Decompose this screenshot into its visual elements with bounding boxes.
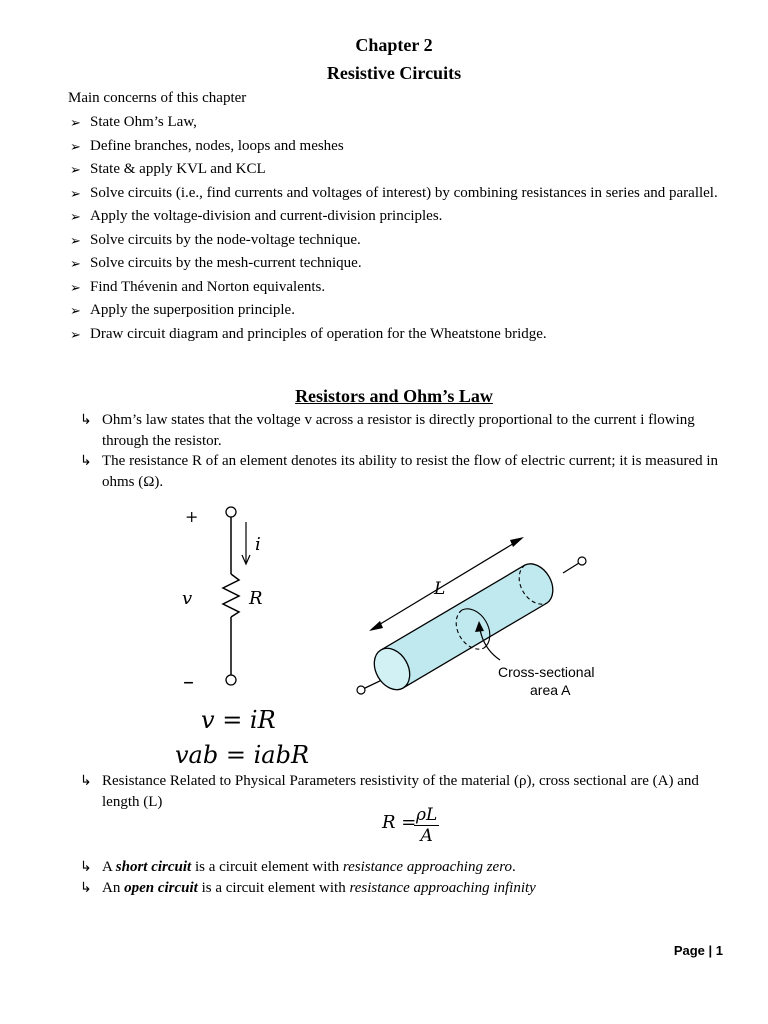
arrow-bullet-icon: ➢ <box>70 326 81 342</box>
chapter-title: Resistive Circuits <box>326 63 462 83</box>
ohms-law-equation: v = iR <box>201 706 276 734</box>
list-item: ↳ Resistance Related to Physical Parameters resistivity of the material (ρ), cross sectional are (A) and length (L) <box>80 773 699 810</box>
list-item: ➢ Solve circuits by the node-voltage technique. <box>68 229 718 253</box>
arrow-bullet-icon: ➢ <box>70 162 81 177</box>
section-heading: Resistors and Ohm’s Law <box>295 386 493 406</box>
circuit-definitions <box>80 857 720 898</box>
voltage-label: v <box>182 588 193 609</box>
list-item: ↳ A short circuit is a circuit element with resistance approaching zero. <box>80 857 720 878</box>
formula-lhs: R = <box>382 812 417 833</box>
chapter-number: Chapter 2 <box>355 35 433 55</box>
page-number: Page | 1 <box>673 943 723 958</box>
hook-bullet-icon: ↳ <box>80 773 92 789</box>
resistance-formula <box>414 805 439 846</box>
formula-denominator: A <box>420 826 433 846</box>
current-label: i <box>255 534 261 555</box>
area-label: area A <box>530 682 571 698</box>
resistance-label: R <box>249 588 263 609</box>
hook-bullet-icon: ↳ <box>80 412 92 428</box>
list-item: ➢ State Ohm’s Law, <box>68 111 718 135</box>
list-item: ➢ Apply the superposition principle. <box>68 299 718 323</box>
arrow-bullet-icon: ➢ <box>70 232 81 248</box>
arrow-bullet-icon: ➢ <box>70 115 81 130</box>
arrow-bullet-icon: ➢ <box>70 279 81 295</box>
list-item: ➢ Define branches, nodes, loops and meshes <box>68 135 718 159</box>
intro-text: Main concerns of this chapter <box>68 90 247 106</box>
ohms-law-equation-ab: vab = iabR <box>175 741 310 769</box>
list-item: ➢ Draw circuit diagram and principles of operation for the Wheatstone bridge. <box>68 323 718 347</box>
hook-bullet-icon: ↳ <box>80 879 92 896</box>
physical-parameters-point <box>80 771 720 812</box>
list-item: ↳ The resistance R of an element denotes its ability to resist the flow of electric current; it is measured in ohms (Ω). <box>80 453 719 490</box>
list-item: ➢ State & apply KVL and KCL <box>68 158 718 182</box>
current-arrow-icon <box>242 522 250 564</box>
arrow-bullet-icon: ➢ <box>70 185 81 201</box>
arrow-bullet-icon: ➢ <box>70 303 81 318</box>
resistor-symbol <box>223 507 239 685</box>
list-item: ➢ Apply the voltage-division and current-division principles. <box>68 205 718 229</box>
minus-sign: – <box>183 670 194 695</box>
list-item: ↳ Ohm’s law states that the voltage v across a resistor is directly proportional to the current i flowing through the resistor. <box>80 412 695 449</box>
list-item: ↳ An open circuit is a circuit element with resistance approaching infinity <box>80 878 720 899</box>
formula-numerator: ρL <box>416 805 438 825</box>
list-item: ➢ Solve circuits (i.e., find currents and voltages of interest) by combining resistances in series and parallel. <box>68 182 718 206</box>
cross-section-label: Cross-sectional <box>498 664 595 680</box>
arrow-bullet-icon: ➢ <box>70 256 81 271</box>
list-item: ➢ Find Thévenin and Norton equivalents. <box>68 276 718 300</box>
hook-bullet-icon: ↳ <box>80 453 92 469</box>
length-label: L <box>434 579 446 599</box>
arrow-bullet-icon: ➢ <box>70 138 81 154</box>
arrow-bullet-icon: ➢ <box>70 209 81 224</box>
plus-sign: + <box>185 507 199 526</box>
list-item: ➢ Solve circuits by the mesh-current technique. <box>68 252 718 276</box>
hook-bullet-icon: ↳ <box>80 859 92 875</box>
